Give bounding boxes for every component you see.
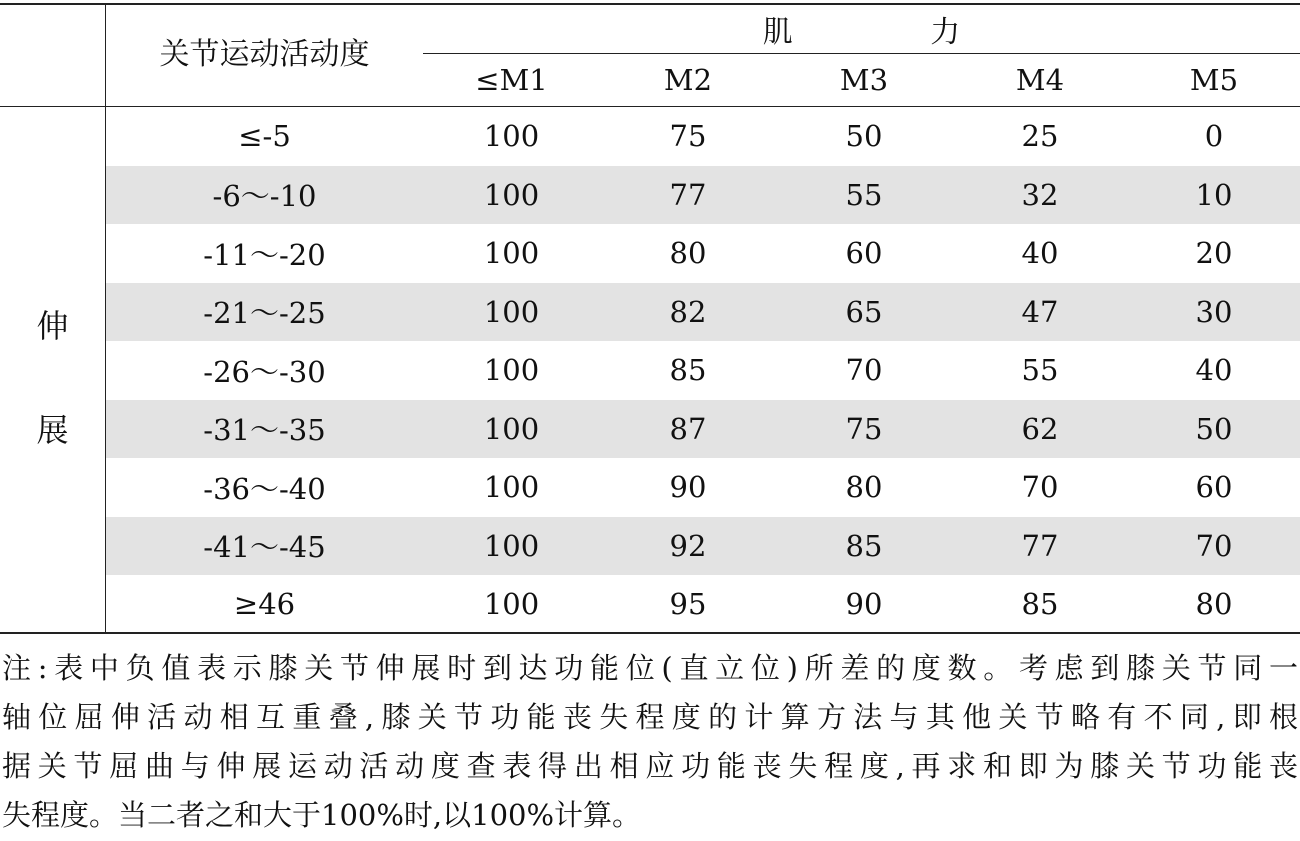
- value-cell: 62: [1021, 411, 1059, 446]
- value-cell: 25: [1021, 119, 1059, 154]
- table-row: [106, 517, 1300, 576]
- value-cell: 95: [669, 587, 707, 622]
- grade-header-m3: M3: [839, 63, 889, 97]
- value-cell: 32: [1021, 177, 1059, 212]
- range-cell: -21～-25: [203, 296, 326, 331]
- table-row: [106, 224, 1300, 283]
- range-cell: -36～-40: [203, 471, 326, 506]
- value-cell: 70: [1195, 528, 1233, 563]
- grade-header-m4: M4: [1015, 63, 1065, 97]
- footnote-line: 据关节屈曲与伸展运动活动度查表得出相应功能丧失程度,再求和即为膝关节功能丧: [2, 749, 1298, 783]
- value-cell: 77: [669, 177, 707, 212]
- side-label-char-2: 展: [36, 411, 69, 449]
- range-cell: -26～-30: [203, 354, 326, 389]
- table-row: [106, 341, 1300, 400]
- table-row: [106, 166, 1300, 225]
- value-cell: 30: [1195, 294, 1233, 329]
- value-cell: 40: [1195, 353, 1233, 388]
- value-cell: 100: [483, 236, 540, 271]
- value-cell: 55: [1021, 353, 1059, 388]
- value-cell: 60: [845, 236, 883, 271]
- table-row: [106, 458, 1300, 517]
- footnote-line: 注:表中负值表示膝关节伸展时到达功能位(直立位)所差的度数。考虑到膝关节同一: [2, 651, 1298, 685]
- range-cell: -11～-20: [203, 237, 326, 272]
- muscle-strength-header: 肌 力: [762, 14, 1025, 50]
- range-cell: -41～-45: [203, 530, 326, 565]
- value-cell: 70: [1021, 470, 1059, 505]
- value-cell: 80: [669, 236, 707, 271]
- footnote-line: 失程度。当二者之和大于100%时,以100%计算。: [2, 798, 642, 832]
- value-cell: 90: [669, 470, 707, 505]
- value-cell: 100: [483, 119, 540, 154]
- value-cell: 47: [1021, 294, 1059, 329]
- value-cell: 100: [483, 411, 540, 446]
- value-cell: 20: [1195, 236, 1233, 271]
- table-row: [106, 107, 1300, 166]
- value-cell: 60: [1195, 470, 1233, 505]
- grade-header-row: [423, 54, 1300, 106]
- value-cell: 50: [1195, 411, 1233, 446]
- value-cell: 0: [1204, 119, 1224, 154]
- value-cell: 50: [845, 119, 883, 154]
- value-cell: 55: [845, 177, 883, 212]
- grade-header-m2: M2: [663, 63, 713, 97]
- table-footnote: [2, 644, 1298, 840]
- range-cell: -31～-35: [203, 413, 326, 448]
- range-cell: -6～-10: [212, 179, 317, 214]
- table-body: [106, 107, 1300, 634]
- footnote-line: 轴位屈伸活动相互重叠,膝关节功能丧失程度的计算方法与其他关节略有不同,即根: [2, 700, 1298, 734]
- value-cell: 92: [669, 528, 707, 563]
- value-cell: 100: [483, 587, 540, 622]
- value-cell: 75: [845, 411, 883, 446]
- value-cell: 100: [483, 294, 540, 329]
- value-cell: 100: [483, 470, 540, 505]
- value-cell: 40: [1021, 236, 1059, 271]
- value-cell: 70: [845, 353, 883, 388]
- value-cell: 65: [845, 294, 883, 329]
- value-cell: 100: [483, 353, 540, 388]
- value-cell: 100: [483, 177, 540, 212]
- value-cell: 10: [1195, 177, 1233, 212]
- range-cell: ≥46: [233, 587, 296, 622]
- value-cell: 77: [1021, 528, 1059, 563]
- value-cell: 100: [483, 528, 540, 563]
- table-row: [106, 575, 1300, 634]
- value-cell: 87: [669, 411, 707, 446]
- value-cell: 90: [845, 587, 883, 622]
- table-row: [106, 283, 1300, 342]
- range-cell: ≤-5: [238, 119, 291, 154]
- extension-side-label: [0, 107, 105, 633]
- table-row: [106, 400, 1300, 459]
- grade-header-m5: M5: [1189, 63, 1239, 97]
- side-label-char-1: 伸: [36, 307, 69, 345]
- grade-header-m1: ≤M1: [475, 63, 548, 97]
- value-cell: 85: [1021, 587, 1059, 622]
- value-cell: 75: [669, 119, 707, 154]
- value-cell: 80: [845, 470, 883, 505]
- range-of-motion-header: 关节运动活动度: [159, 37, 370, 72]
- value-cell: 80: [1195, 587, 1233, 622]
- value-cell: 85: [669, 353, 707, 388]
- value-cell: 85: [845, 528, 883, 563]
- value-cell: 82: [669, 294, 707, 329]
